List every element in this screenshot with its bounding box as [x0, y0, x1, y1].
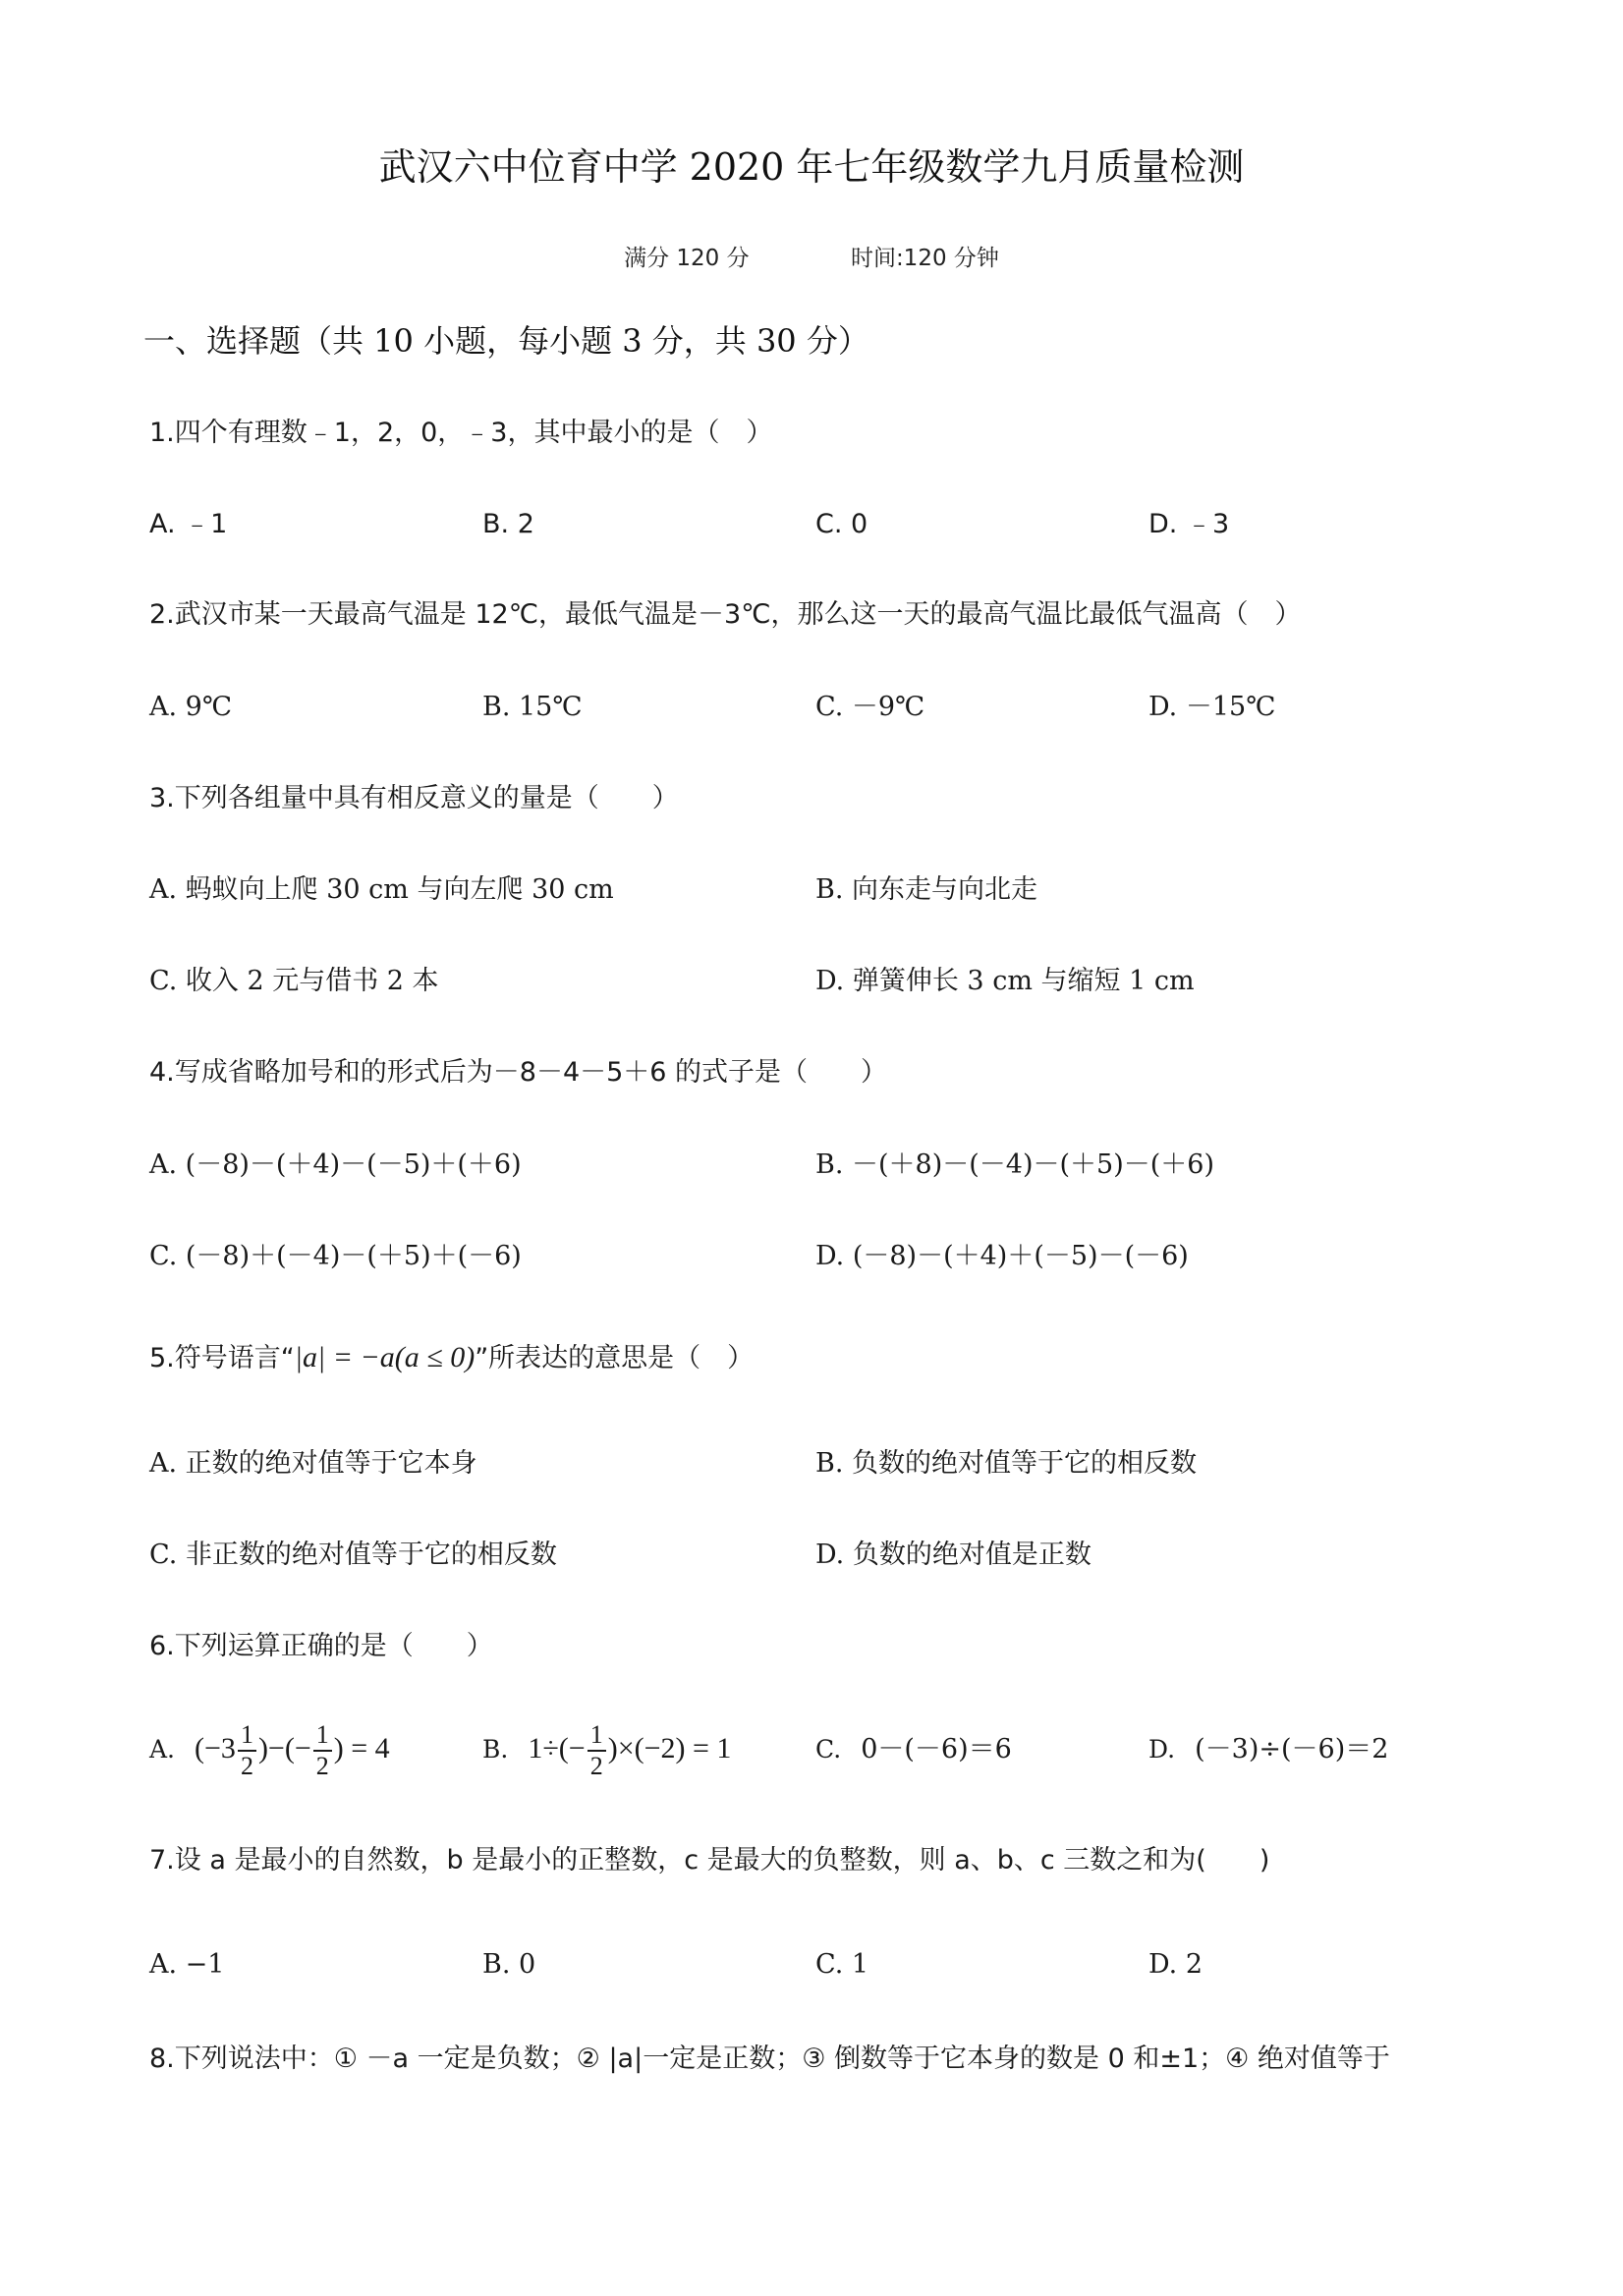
question-6-option-d: D. (－3)÷(－6)＝2 [1148, 1734, 1389, 1764]
question-5-formula: |a| = −a(a ≤ 0) [294, 1341, 476, 1373]
fraction: $\frac{1}{2}$ [588, 1722, 606, 1779]
question-1-stem: 1.四个有理数﹣1，2，0，﹣3，其中最小的是（ ） [149, 418, 773, 448]
question-5-stem [149, 1338, 754, 1378]
question-1-option-d: D. ﹣3 [1148, 509, 1230, 539]
exam-meta [0, 242, 1623, 275]
question-4-option-a: A. (－8)－(＋4)－(－5)＋(＋6) [149, 1149, 522, 1180]
question-5-option-a: A. 正数的绝对值等于它本身 [149, 1448, 477, 1479]
exam-title: 武汉六中位育中学 2020 年七年级数学九月质量检测 [378, 145, 1245, 189]
question-8-stem: 8.下列说法中：① －a 一定是负数；② |a|一定是正数；③ 倒数等于它本身的数是 0 和±1；④ 绝对值等于 [149, 2044, 1390, 2074]
question-3-stem: 3.下列各组量中具有相反意义的量是（ ） [149, 783, 679, 813]
question-6-option-c: C. 0－(－6)＝6 [815, 1734, 1012, 1764]
question-7-option-b: B. 0 [482, 1949, 536, 1980]
question-7-option-a: A. −1 [149, 1949, 225, 1980]
question-3-option-a: A. 蚂蚁向上爬 30 cm 与向左爬 30 cm [149, 874, 614, 905]
question-5-stem-suffix: ”所表达的意思是（ ） [475, 1343, 755, 1373]
question-2-option-c: C. －9℃ [815, 692, 925, 722]
question-4-stem: 4.写成省略加号和的形式后为－8－4－5＋6 的式子是（ ） [149, 1057, 888, 1088]
question-1-option-c: C. 0 [815, 509, 868, 539]
question-1-option-a: A. ﹣1 [149, 509, 228, 539]
question-2-option-a: A. 9℃ [149, 692, 233, 722]
question-6-option-b: B. 1÷(− $\frac{1}{2}$ )×(−2) = 1 [482, 1720, 732, 1781]
question-2-option-d: D. －15℃ [1148, 692, 1276, 722]
question-3-option-b: B. 向东走与向北走 [815, 874, 1038, 905]
question-1-option-b: B. 2 [482, 509, 534, 539]
question-2-stem: 2.武汉市某一天最高气温是 12℃，最低气温是－3℃，那么这一天的最高气温比最低气温高（ ） [149, 599, 1302, 630]
question-6-option-a: A. (−3 $\frac{1}{2}$ )−(− $\frac{1}{2}$ ) = 4 [149, 1720, 390, 1781]
question-4-option-d: D. (－8)－(＋4)＋(－5)－(－6) [815, 1241, 1189, 1271]
question-3-option-d: D. 弹簧伸长 3 cm 与缩短 1 cm [815, 966, 1195, 996]
fraction: $\frac{1}{2}$ [313, 1722, 332, 1779]
fraction: $\frac{1}{2}$ [238, 1722, 256, 1779]
question-4-option-b: B. －(＋8)－(－4)－(＋5)－(＋6) [815, 1149, 1214, 1180]
question-2-option-b: B. 15℃ [482, 692, 583, 722]
question-3-option-c: C. 收入 2 元与借书 2 本 [149, 966, 439, 996]
time-limit: 时间:120 分钟 [850, 246, 999, 271]
question-4-option-c: C. (－8)＋(－4)－(＋5)＋(－6) [149, 1241, 522, 1271]
question-6-stem: 6.下列运算正确的是（ ） [149, 1631, 493, 1661]
question-5-stem-prefix: 5.符号语言“ [149, 1343, 295, 1373]
question-7-stem: 7.设 a 是最小的自然数，b 是最小的正整数，c 是最大的负整数，则 a、b、c 三数之和为( ) [149, 1845, 1270, 1876]
question-5-option-c: C. 非正数的绝对值等于它的相反数 [149, 1540, 557, 1570]
full-score: 满分 120 分 [624, 246, 750, 271]
question-5-option-d: D. 负数的绝对值是正数 [815, 1540, 1091, 1570]
question-7-option-d: D. 2 [1148, 1949, 1203, 1980]
question-7-option-c: C. 1 [815, 1949, 869, 1980]
question-5-option-b: B. 负数的绝对值等于它的相反数 [815, 1448, 1198, 1479]
section-heading: 一、选择题（共 10 小题，每小题 3 分，共 30 分） [143, 322, 869, 360]
